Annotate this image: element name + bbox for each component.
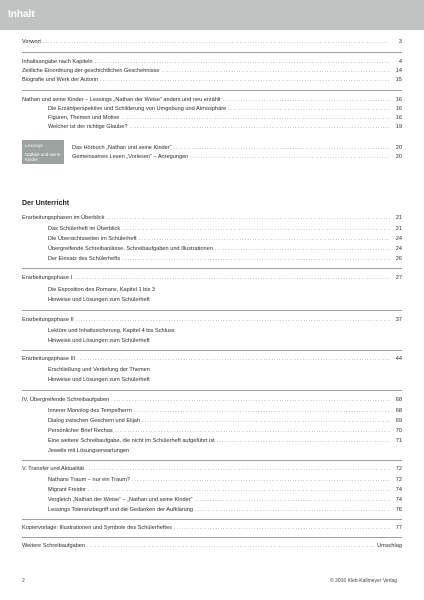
dot-leader (76, 316, 390, 325)
toc-page-number: 16 (395, 106, 402, 112)
toc-entry-title: Inhaltsangabe nach Kapiteln (22, 59, 93, 65)
toc-subentry-hinweise[interactable] (48, 376, 248, 385)
divider (22, 310, 402, 311)
toc-entry-title: Gemeinsames Lesen „Vorlesen“ – Anregungen (72, 154, 189, 160)
toc-page-number: 72 (395, 466, 402, 472)
toc-page-number: Umschlag (377, 543, 402, 549)
toc-page-number: 19 (395, 124, 402, 130)
dot-leader (77, 355, 390, 364)
toc-entry-title: Der Einsatz des Schülerhefts (48, 256, 121, 262)
toc-entry-title: Hinweise und Lösungen zum Schülerheft (48, 377, 150, 383)
toc-entry-vorwort[interactable] (22, 38, 402, 47)
divider (22, 519, 402, 520)
dot-leader (122, 225, 390, 234)
divider (22, 90, 402, 91)
dot-leader (217, 437, 390, 446)
divider (22, 460, 402, 461)
toc-subentry-hinweise[interactable] (48, 296, 248, 305)
toc-entry-title: Eine weitere Schreibaufgabe, die nicht im Schülerheft aufgeführt ist (48, 438, 215, 444)
toc-entry-brief[interactable] (48, 427, 402, 436)
toc-entry-phase-2[interactable] (22, 316, 402, 325)
toc-subentry-hinweise[interactable] (48, 337, 248, 346)
toc-entry-weitere-schreibaufgabe[interactable] (48, 437, 402, 446)
toc-entry-title: Lessings Toleranzbegriff und die Gedanken der Aufklärung (48, 507, 194, 513)
toc-entry-hoerbuch[interactable] (72, 144, 402, 153)
toc-entry-title: Erarbeitungsphasen im Überblick (22, 215, 105, 221)
toc-page-number: 24 (395, 246, 402, 252)
dot-leader (115, 427, 390, 436)
toc-subentry-exposition[interactable] (48, 286, 248, 295)
toc-page-number: 24 (395, 236, 402, 242)
toc-entry-biografie[interactable] (22, 76, 402, 85)
dot-leader (88, 486, 390, 495)
toc-entry-uebersichtsseiten[interactable] (48, 235, 402, 244)
toc-entry-title: Erarbeitungsphase III (22, 356, 76, 362)
toc-entry-title: Nathan und seine Kinder – Lessings „Nathan der Weise“ anders und neu erzählt (22, 97, 221, 103)
toc-entry-einsatz[interactable] (48, 255, 402, 264)
dot-leader (86, 465, 390, 474)
toc-entry-toleranzbegriff[interactable] (48, 506, 402, 515)
toc-page-number: 3 (398, 39, 402, 45)
toc-entry-title: Nathans Traum – nur ein Traum? (48, 477, 131, 483)
toc-entry-vergleich[interactable] (48, 496, 402, 505)
dot-leader (161, 67, 390, 76)
toc-entry-title: Erarbeitungsphase II (22, 317, 74, 323)
toc-page-number: 14 (395, 68, 402, 74)
thumbnail-line1: Lessings (25, 143, 43, 148)
dot-leader (142, 417, 390, 426)
dot-leader (195, 506, 390, 515)
toc-entry-transfer[interactable] (22, 465, 402, 474)
footer-copyright: © 2016 Klett-Kallmeyer Verlag (330, 578, 398, 584)
toc-entry-title: Hinweise und Lösungen zum Schülerheft (48, 338, 150, 344)
toc-entry-title: Innerer Monolog des Tempelherrn (48, 408, 132, 414)
toc-entry-schreibanlaesse[interactable] (48, 245, 402, 254)
toc-entry-title: Zeitliche Einordnung der geschichtlichen Geschehnisse (22, 68, 160, 74)
toc-entry-inhaltsangabe[interactable] (22, 58, 402, 67)
dot-leader (87, 542, 375, 551)
toc-page-number: 20 (395, 145, 402, 151)
toc-entry-migrant[interactable] (48, 486, 402, 495)
toc-entry-title: Die Übersichtsseiten im Schülerheft (48, 236, 137, 242)
toc-entry-kopiervorlage[interactable] (22, 524, 402, 533)
toc-entry-phase-1[interactable] (22, 274, 402, 283)
divider (22, 52, 402, 53)
dot-leader (174, 524, 390, 533)
toc-entry-title: Vergleich „Nathan der Weise“ – „Nathan und seine Kinder“ (48, 497, 193, 503)
dot-leader (139, 235, 390, 244)
section-heading: Der Unterricht (22, 200, 70, 207)
toc-entry-figuren[interactable] (48, 114, 402, 123)
divider (22, 390, 402, 391)
toc-entry-title: Figuren, Themen und Motive (48, 115, 120, 121)
toc-page-number: 77 (395, 525, 402, 531)
book-cover-thumbnail (22, 140, 64, 164)
toc-entry-title: Kopiervorlage: Illustrationen und Symbole des Schülerheftes (22, 525, 172, 531)
toc-page-number: 21 (395, 226, 402, 232)
toc-entry-nathan[interactable] (22, 96, 402, 105)
toc-entry-title: Das Hörbuch „Nathan und seine Kinder“ (72, 145, 172, 151)
toc-entry-title: Welcher ist der richtige Glaube? (48, 124, 128, 130)
toc-entry-title: IV. Übergreifende Schreibaufgaben (22, 397, 110, 403)
toc-page-number: 68 (395, 397, 402, 403)
toc-page-number: 68 (395, 408, 402, 414)
toc-page-number: 37 (395, 317, 402, 323)
dot-leader (100, 76, 390, 85)
toc-page-number: 16 (395, 97, 402, 103)
toc-entry-title: Weitere Schreibaufgaben (22, 543, 86, 549)
dot-leader (43, 38, 390, 47)
toc-entry-title: Das Schülerheft im Überblick (48, 226, 121, 232)
toc-entry-title: Vorwort (22, 39, 41, 45)
toc-page-number: 27 (395, 275, 402, 281)
thumbnail-line2: Nathan und seine Kinder (25, 152, 61, 162)
dot-leader (194, 496, 390, 505)
toc-entry-phase-3[interactable] (22, 355, 402, 364)
footer-page-number: 2 (22, 578, 25, 584)
toc-page-number: 4 (398, 59, 402, 65)
toc-page-number: 72 (395, 477, 402, 483)
divider (22, 350, 402, 351)
toc-entry-title: Biografie und Werk der Autorin (22, 77, 99, 83)
toc-subentry-erschliessung[interactable] (48, 366, 248, 375)
toc-entry-title: Die Exposition des Romans, Kapitel 1 bis 3 (48, 287, 155, 293)
toc-page-number: 20 (395, 154, 402, 160)
dot-leader (74, 274, 390, 283)
toc-entry-title: Persönlicher Brief Rechas (48, 428, 113, 434)
toc-entry-gemeinsames-lesen[interactable] (72, 153, 402, 162)
toc-entry-schuelerheft[interactable] (48, 225, 402, 234)
toc-page-number: 15 (395, 77, 402, 83)
toc-entry-nathans-traum[interactable] (48, 476, 402, 485)
divider (22, 268, 402, 269)
toc-entry-title: Erarbeitungsphase I (22, 275, 73, 281)
dot-leader (106, 214, 390, 223)
dot-leader (111, 396, 390, 405)
toc-page-number: 71 (395, 438, 402, 444)
toc-entry-title: Dialog zwischen Geschem und Elijah (48, 418, 141, 424)
dot-leader (134, 407, 390, 416)
toc-page-number: 70 (395, 428, 402, 434)
toc-entry-schreibaufgaben[interactable] (22, 396, 402, 405)
toc-entry-zeitliche[interactable] (22, 67, 402, 76)
toc-entry-glaube[interactable] (48, 123, 402, 132)
toc-entry-erzaehlperspektive[interactable] (48, 105, 402, 114)
toc-page-number: 44 (395, 356, 402, 362)
toc-entry-title: Migrant Freidor (48, 487, 86, 493)
toc-entry-title: Jeweils mit Lösungserwartungen (48, 448, 130, 454)
toc-page-number: 16 (395, 115, 402, 121)
toc-page-number: 21 (395, 215, 402, 221)
toc-page-number: 74 (395, 497, 402, 503)
toc-entry-innerer-monolog[interactable] (48, 407, 402, 416)
dot-leader (130, 123, 391, 132)
toc-subentry-lektuere[interactable] (48, 327, 248, 336)
dot-leader (95, 58, 390, 67)
toc-entry-weitere-schreibaufgaben[interactable] (22, 542, 402, 551)
toc-page-number: 76 (395, 507, 402, 513)
divider (22, 537, 402, 538)
toc-page-number: 69 (395, 418, 402, 424)
toc-entry-title: Übergreifende Schreibanlässe, Schreibaufgaben und Illustrationen (48, 246, 213, 252)
toc-entry-title: Die Erzählperspektive und Schilderung von Umgebung und Atmosphäre (48, 106, 227, 112)
dot-leader (228, 105, 390, 114)
toc-page-number: 26 (395, 256, 402, 262)
toc-entry-title: V. Transfer und Aktualität (22, 466, 84, 472)
toc-subentry-loesungserwartungen[interactable] (48, 447, 248, 456)
toc-entry-title: Hinweise und Lösungen zum Schülerheft (48, 297, 150, 303)
dot-leader (215, 245, 390, 254)
toc-entry-dialog[interactable] (48, 417, 402, 426)
toc-entry-title: Erschließung und Vertiefung der Themen (48, 367, 150, 373)
page-title: Inhalt (8, 9, 35, 20)
dot-leader (121, 114, 390, 123)
toc-entry-erarbeitungsphasen[interactable] (22, 214, 402, 223)
dot-leader (122, 255, 390, 264)
toc-entry-title: Lektüre und Inhaltssicherung, Kapitel 4 bis Schluss (48, 328, 175, 334)
toc-page-number: 74 (395, 487, 402, 493)
dot-leader (174, 144, 391, 153)
dot-leader (190, 153, 390, 162)
dot-leader (132, 476, 390, 485)
dot-leader (223, 96, 390, 105)
